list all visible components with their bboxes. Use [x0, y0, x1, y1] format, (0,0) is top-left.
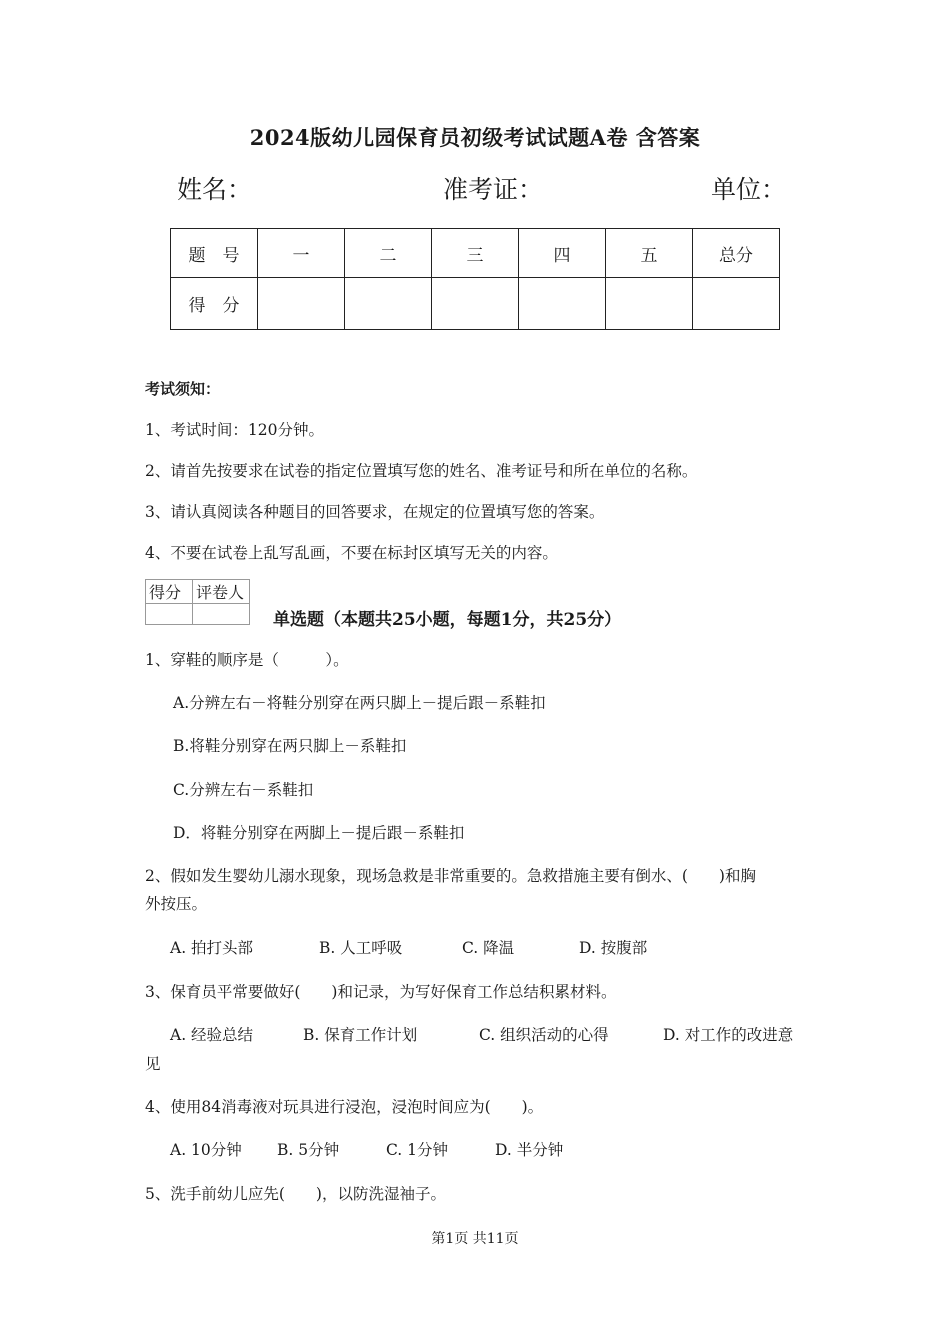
question-1-option-a: A.分辨左右－将鞋分别穿在两只脚上－提后跟－系鞋扣: [173, 694, 546, 712]
grader-reviewer-label: 评卷人: [193, 580, 250, 604]
score-cell: [519, 278, 606, 330]
page-footer: 第1页 共11页: [431, 1231, 519, 1247]
score-table: [170, 228, 780, 330]
score-cell: [606, 278, 693, 330]
question-1-option-b: B.将鞋分别穿在两只脚上－系鞋扣: [173, 737, 407, 755]
question-2-option-b: B. 人工呼吸: [319, 939, 403, 957]
notice-item: 4、不要在试卷上乱写乱画，不要在标封区填写无关的内容。: [145, 544, 558, 562]
name-field-label: 姓名：: [177, 175, 253, 204]
question-4-option-c: C. 1分钟: [386, 1141, 449, 1159]
score-table-header: 四: [519, 229, 606, 278]
grader-table: [145, 579, 250, 625]
score-cell: [432, 278, 519, 330]
score-table-header: 二: [345, 229, 432, 278]
page-title: 2024版幼儿园保育员初级考试试题A卷 含答案: [249, 125, 701, 150]
score-table-header: 一: [258, 229, 345, 278]
score-table-score-row: [171, 278, 780, 330]
notice-item: 2、请首先按要求在试卷的指定位置填写您的姓名、准考证号和所在单位的名称。: [145, 462, 698, 480]
question-5-stem: 5、洗手前幼儿应先( )，以防洗湿袖子。: [145, 1185, 446, 1203]
question-3-option-d-cont: 见: [145, 1055, 161, 1073]
question-1-option-c: C.分辨左右－系鞋扣: [173, 781, 314, 799]
grader-header-row: [146, 580, 250, 604]
score-cell: [258, 278, 345, 330]
score-table-header: 五: [606, 229, 693, 278]
question-1-option-d: D．将鞋分别穿在两脚上－提后跟－系鞋扣: [173, 824, 465, 842]
question-2-option-d: D. 按腹部: [579, 939, 648, 957]
question-3-stem: 3、保育员平常要做好( )和记录，为写好保育工作总结积累材料。: [145, 983, 617, 1001]
question-2-option-a: A. 拍打头部: [170, 939, 254, 957]
grader-cell: [146, 604, 193, 625]
score-table-header: 总分: [693, 229, 780, 278]
question-1-stem: 1、穿鞋的顺序是（ ）。: [145, 651, 349, 669]
question-2-option-c: C. 降温: [462, 939, 515, 957]
question-3-option-a: A. 经验总结: [170, 1026, 254, 1044]
grader-score-label: 得分: [146, 580, 193, 604]
grader-blank-row: [146, 604, 250, 625]
score-cell: [345, 278, 432, 330]
question-4-option-b: B. 5分钟: [277, 1141, 340, 1159]
score-table-header: 三: [432, 229, 519, 278]
question-4-option-d: D. 半分钟: [495, 1141, 564, 1159]
question-3-option-d: D. 对工作的改进意: [663, 1026, 794, 1044]
exam-id-field-label: 准考证：: [443, 175, 544, 204]
question-3-option-b: B. 保育工作计划: [303, 1026, 418, 1044]
question-4-stem: 4、使用84消毒液对玩具进行浸泡，浸泡时间应为( )。: [145, 1098, 544, 1116]
score-cell: [693, 278, 780, 330]
question-3-option-c: C. 组织活动的心得: [479, 1026, 609, 1044]
question-2-stem: 2、假如发生婴幼儿溺水现象，现场急救是非常重要的。急救措施主要有倒水、( )和胸: [145, 867, 756, 885]
question-2-stem-cont: 外按压。: [145, 895, 208, 913]
score-table-header: 题 号: [171, 229, 258, 278]
section-title: 单选题（本题共25小题，每题1分，共25分）: [273, 610, 622, 630]
score-table-header-row: [171, 229, 780, 278]
score-row-label: 得 分: [171, 278, 258, 330]
unit-field-label: 单位：: [711, 175, 787, 204]
question-4-option-a: A. 10分钟: [170, 1141, 242, 1159]
notice-item: 3、请认真阅读各种题目的回答要求，在规定的位置填写您的答案。: [145, 503, 605, 521]
notice-item: 1、考试时间：120分钟。: [145, 421, 324, 439]
notice-heading: 考试须知：: [145, 380, 221, 398]
grader-cell: [193, 604, 250, 625]
